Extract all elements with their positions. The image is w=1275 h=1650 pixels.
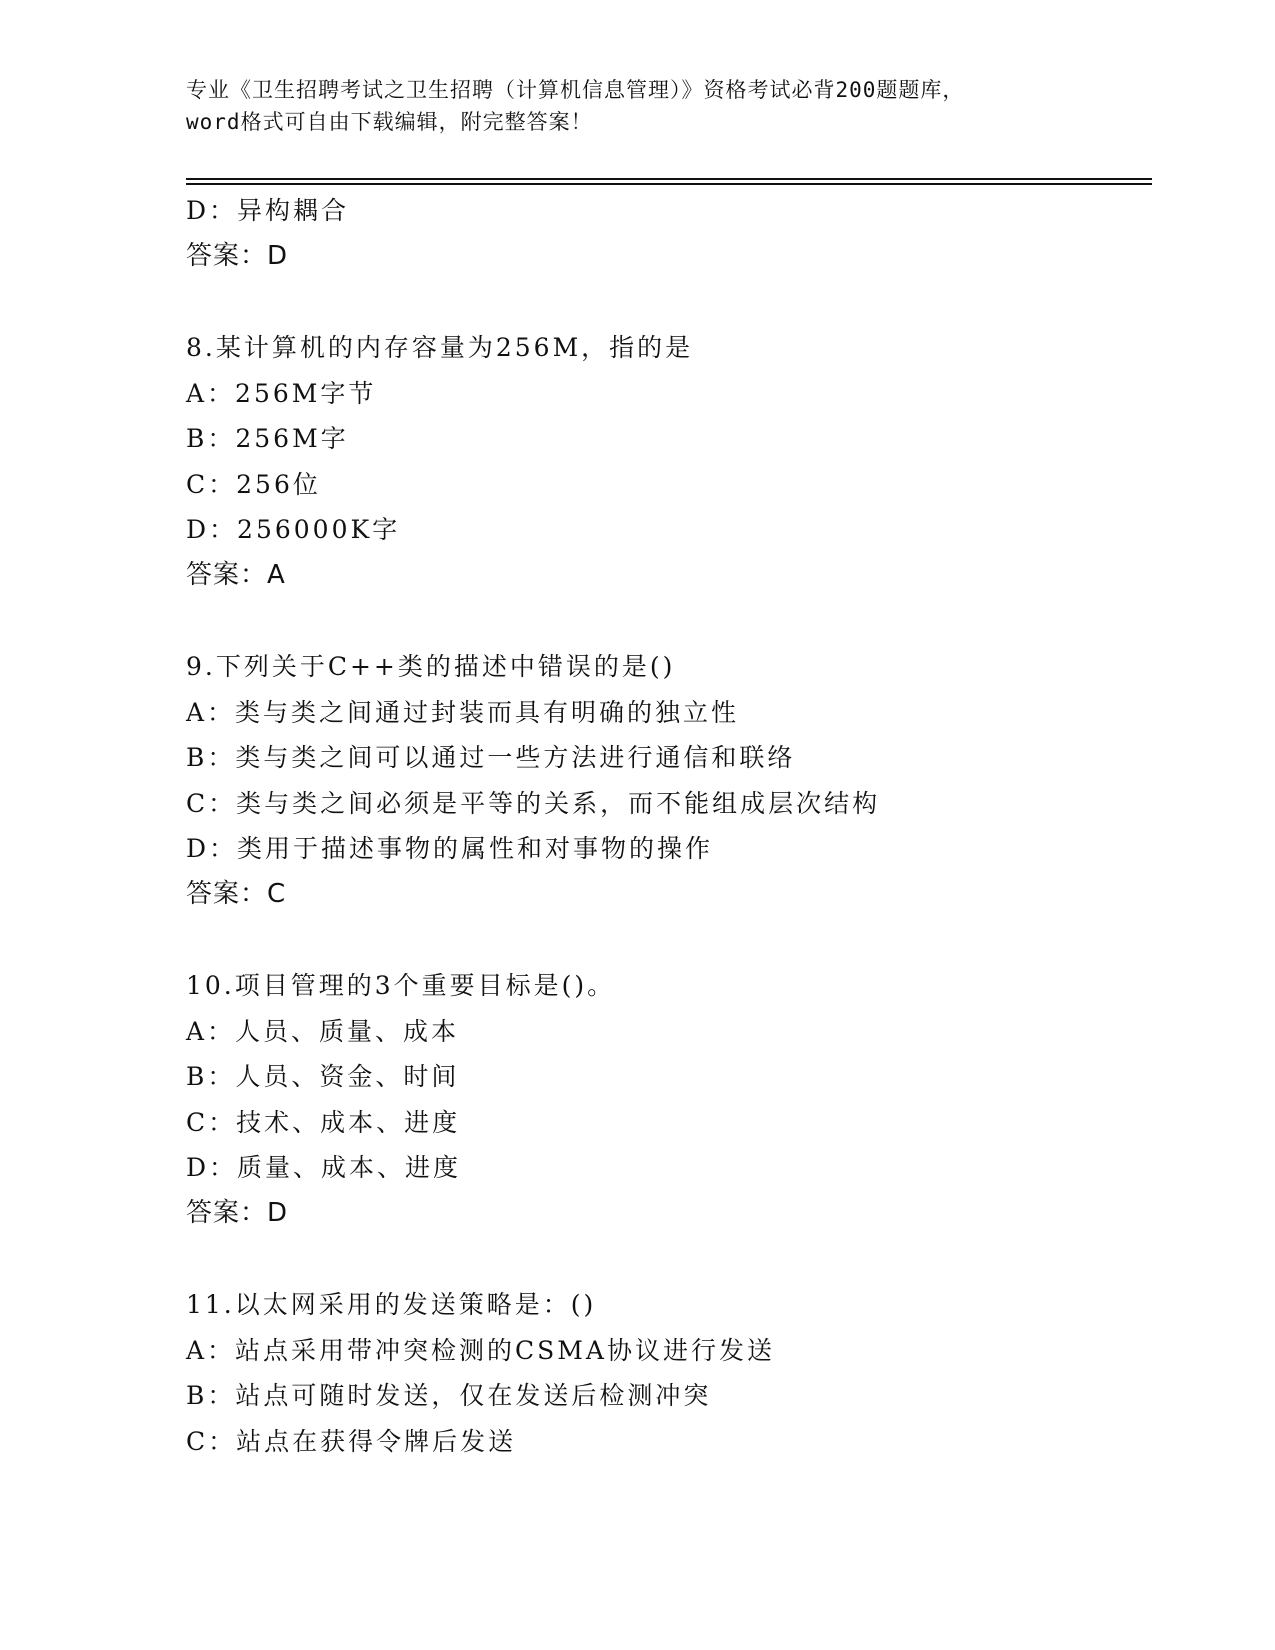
question-list bbox=[186, 188, 1146, 1464]
answer-line: 答案：D bbox=[186, 240, 289, 271]
question-spacer bbox=[186, 1236, 1146, 1282]
option-d: D：质量、成本、进度 bbox=[186, 1153, 462, 1182]
question-text: 11.以太网采用的发送策略是：() bbox=[186, 1290, 597, 1319]
question-text: 9.下列关于C++类的描述中错误的是() bbox=[186, 652, 676, 681]
answer-line: 答案：C bbox=[186, 878, 287, 909]
document-header bbox=[186, 74, 1086, 138]
question-text: 10.项目管理的3个重要目标是()。 bbox=[186, 971, 616, 1000]
question-block-7 bbox=[186, 188, 1146, 279]
option-b: B：站点可随时发送，仅在发送后检测冲突 bbox=[186, 1381, 712, 1410]
option-a: A：类与类之间通过封装而具有明确的独立性 bbox=[186, 697, 740, 727]
option-b: B：人员、资金、时间 bbox=[186, 1062, 460, 1091]
question-spacer bbox=[186, 917, 1146, 963]
header-title-line-1: 专业《卫生招聘考试之卫生招聘（计算机信息管理）》资格考试必背200题题库， bbox=[186, 78, 965, 102]
header-divider-bottom bbox=[186, 183, 1152, 185]
answer-line: 答案：D bbox=[186, 1197, 289, 1228]
answer-line: 答案：A bbox=[186, 559, 286, 590]
option-a: A：站点采用带冲突检测的CSMA协议进行发送 bbox=[186, 1335, 775, 1365]
option-b: B：类与类之间可以通过一些方法进行通信和联络 bbox=[186, 743, 796, 772]
question-spacer bbox=[186, 279, 1146, 325]
option-c: C：技术、成本、进度 bbox=[186, 1107, 461, 1137]
question-block-11 bbox=[186, 1282, 1146, 1464]
option-a: A：256M字节 bbox=[186, 378, 377, 408]
question-text: 8.某计算机的内存容量为256M，指的是 bbox=[186, 333, 694, 362]
question-block-8 bbox=[186, 325, 1146, 598]
option-d: D：异构耦合 bbox=[186, 196, 350, 225]
option-d: D：256000K字 bbox=[186, 515, 401, 544]
option-c: C：类与类之间必须是平等的关系，而不能组成层次结构 bbox=[186, 788, 881, 818]
header-divider-top bbox=[186, 178, 1152, 180]
option-a: A：人员、质量、成本 bbox=[186, 1016, 460, 1046]
header-title-line-2: word格式可自由下载编辑，附完整答案！ bbox=[186, 110, 593, 134]
question-spacer bbox=[186, 598, 1146, 644]
question-block-10 bbox=[186, 963, 1146, 1236]
option-c: C：256位 bbox=[186, 469, 321, 499]
option-d: D：类用于描述事物的属性和对事物的操作 bbox=[186, 834, 714, 863]
option-b: B：256M字 bbox=[186, 424, 349, 453]
option-c: C：站点在获得令牌后发送 bbox=[186, 1426, 517, 1456]
question-block-9 bbox=[186, 644, 1146, 917]
